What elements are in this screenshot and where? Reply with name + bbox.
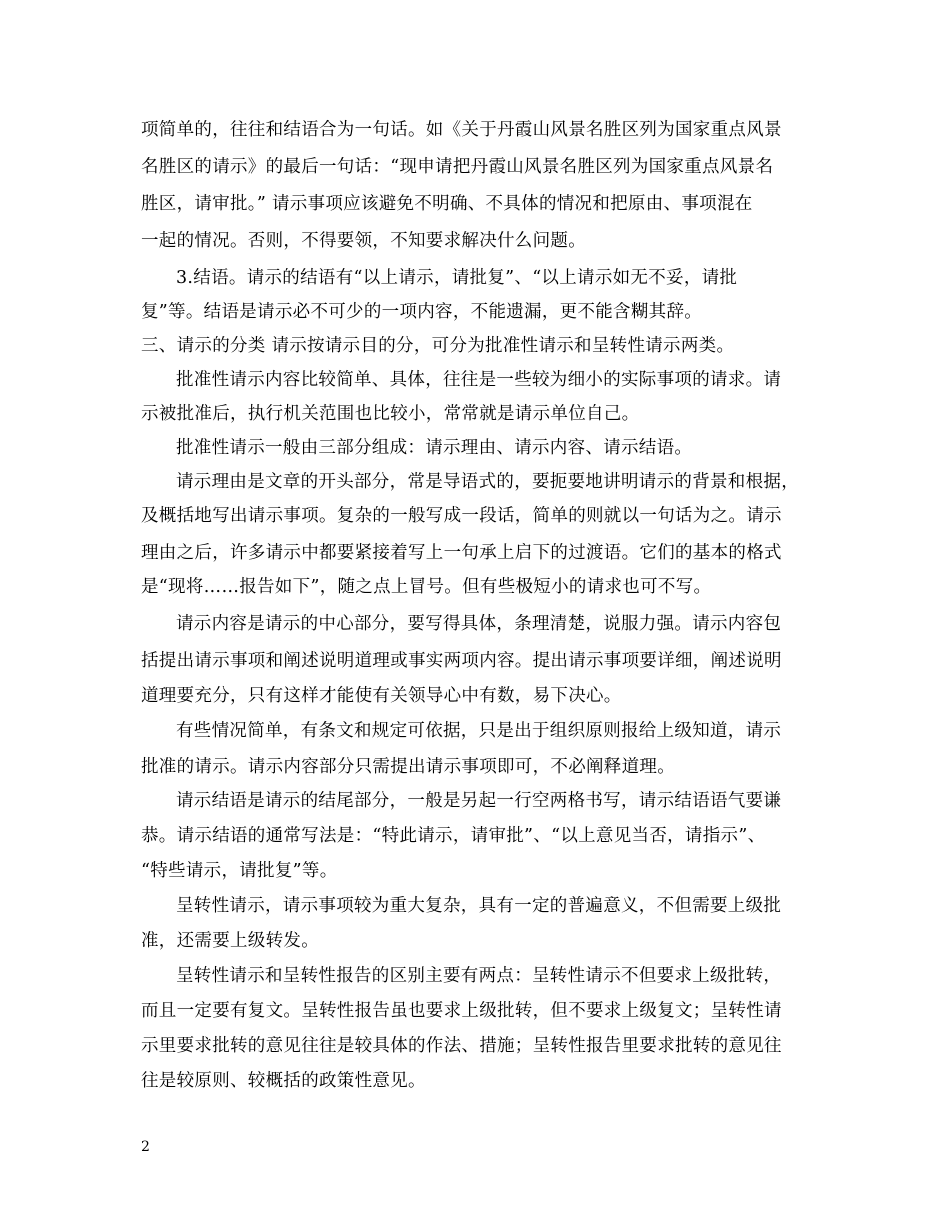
text-line: 名胜区的请示》的最后一句话：“现申请把丹霞山风景名胜区列为国家重点风景名 bbox=[141, 157, 774, 177]
text-line: “特些请示，请批复”等。 bbox=[141, 861, 338, 881]
text-line: 括提出请示事项和阐述说明道理或事实两项内容。提出请示事项要详细，阐述说明 bbox=[141, 651, 782, 671]
text-line: 理由之后，许多请示中都要紧接着写上一句承上启下的过渡语。它们的基本的格式 bbox=[141, 543, 782, 563]
page-number: 2 bbox=[141, 1139, 150, 1155]
text-line: 请示理由是文章的开头部分，常是导语式的，要扼要地讲明请示的背景和根据， bbox=[176, 472, 799, 492]
text-line: 而且一定要有复文。呈转性报告虽也要求上级批转，但不要求上级复文；呈转性请 bbox=[141, 1001, 782, 1021]
text-line: 一起的情况。否则，不得要领，不知要求解决什么问题。 bbox=[141, 231, 586, 251]
text-line: 及概括地写出请示事项。复杂的一般写成一段话，简单的则就以一句话为之。请示 bbox=[141, 506, 782, 526]
text-line: 请示结语是请示的结尾部分，一般是另起一行空两格书写，请示结语语气要谦 bbox=[176, 791, 782, 811]
text-line: 恭。请示结语的通常写法是：“特此请示，请审批”、“以上意见当否，请指示”、 bbox=[141, 826, 766, 846]
text-line: 胜区，请审批。” 请示事项应该避免不明确、不具体的情况和把原由、事项混在 bbox=[141, 194, 753, 214]
text-line: 批准性请示一般由三部分组成：请示理由、请示内容、请示结语。 bbox=[176, 438, 693, 458]
text-line: 示被批准后，执行机关范围也比较小，常常就是请示单位自己。 bbox=[141, 404, 640, 424]
text-line: 道理要充分，只有这样才能使有关领导心中有数，易下决心。 bbox=[141, 686, 622, 706]
text-line: 有些情况简单，有条文和规定可依据，只是出于组织原则报给上级知道，请示 bbox=[176, 721, 782, 741]
section-heading: 三、请示的分类 请示按请示目的分，可分为批准性请示和呈转性请示两类。 bbox=[141, 336, 735, 356]
text-line: 3.结语。请示的结语有“以上请示，请批复”、“以上请示如无不妥，请批 bbox=[176, 268, 738, 288]
text-line: 呈转性请示和呈转性报告的区别主要有两点：呈转性请示不但要求上级批转， bbox=[176, 966, 782, 986]
text-line: 呈转性请示，请示事项较为重大复杂，具有一定的普遍意义，不但需要上级批 bbox=[176, 896, 782, 916]
text-line: 请示内容是请示的中心部分，要写得具体，条理清楚，说服力强。请示内容包 bbox=[176, 614, 782, 634]
text-line: 项简单的，往往和结语合为一句话。如《关于丹霞山风景名胜区列为国家重点风景 bbox=[141, 120, 782, 140]
text-line: 批准性请示内容比较简单、具体，往往是一些较为细小的实际事项的请求。请 bbox=[176, 370, 782, 390]
text-line: 示里要求批转的意见往往是较具体的作法、措施；呈转性报告里要求批转的意见往 bbox=[141, 1036, 782, 1056]
text-line: 复”等。结语是请示必不可少的一项内容，不能遗漏，更不能含糊其辞。 bbox=[141, 302, 703, 322]
text-line: 是“现将……报告如下”，随之点上冒号。但有些极短小的请求也可不写。 bbox=[141, 577, 712, 597]
text-line: 批准的请示。请示内容部分只需提出请示事项即可，不必阐释道理。 bbox=[141, 757, 675, 777]
text-line: 往是较原则、较概括的政策性意见。 bbox=[141, 1071, 426, 1091]
text-line: 准，还需要上级转发。 bbox=[141, 931, 319, 951]
